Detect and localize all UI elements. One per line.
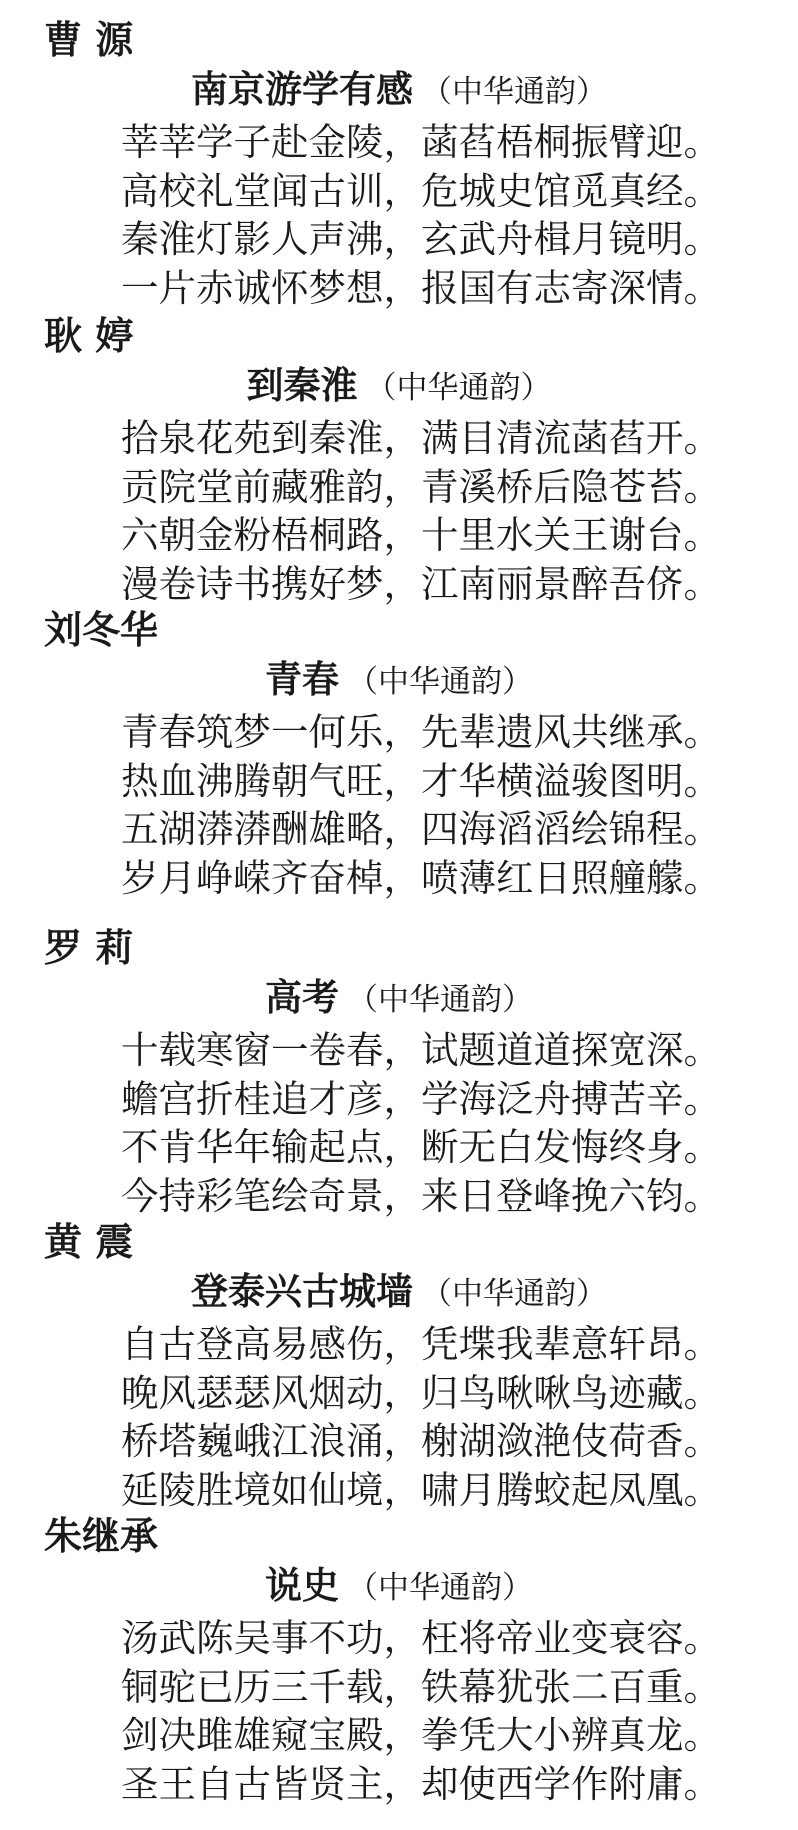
poem-line: 自古登高易感伤，凭堞我辈意轩昂。	[121, 1322, 721, 1366]
poem-title: 到秦淮	[246, 364, 358, 407]
poem-line: 十载寒窗一卷春，试题道道探宽深。	[121, 1028, 721, 1072]
poem-form-note: （中华通韵）	[347, 1570, 533, 1606]
poem-lines	[121, 708, 721, 902]
poem-lines	[121, 414, 721, 608]
poem-line: 高校礼堂闻古训，危城史馆觅真经。	[121, 168, 721, 213]
poem-title-row	[0, 360, 798, 419]
poem-line: 不肯华年输起点，断无白发悔终身。	[121, 1125, 721, 1169]
poem-title: 说史	[265, 1564, 339, 1607]
poem-line: 青春筑梦一何乐，先辈遗风共继承。	[121, 710, 721, 754]
poem-line: 拾泉花苑到秦淮，满目清流菡萏开。	[121, 416, 721, 460]
poem-line: 汤武陈吴事不功，枉将帝业变衰容。	[121, 1616, 721, 1660]
poem-lines	[121, 118, 721, 312]
poem-line: 铜驼已历三千载，铁幕犹张二百重。	[121, 1664, 721, 1709]
poem-form-note: （中华通韵）	[421, 74, 607, 110]
poem-line: 一片赤诚怀梦想，报国有志寄深情。	[121, 265, 721, 310]
poem-form-note: （中华通韵）	[365, 370, 552, 406]
poem-author: 耿 婷	[44, 314, 134, 358]
poem-line: 桥塔巍峨江浪涌，榭湖潋滟伎荷香。	[121, 1419, 721, 1463]
poem-title-row	[0, 972, 798, 1031]
poem-title: 高考	[265, 976, 339, 1019]
poem-author: 刘冬华	[44, 608, 159, 652]
poem-line: 热血沸腾朝气旺，才华横溢骏图明。	[121, 758, 721, 803]
poem-author: 罗 莉	[44, 926, 134, 970]
poem-lines	[121, 1026, 721, 1220]
poem-title-row	[0, 1560, 798, 1619]
poem-author: 朱继承	[44, 1514, 159, 1558]
poem-form-note: （中华通韵）	[421, 1276, 607, 1312]
poem-author: 黄 震	[44, 1220, 134, 1264]
poem-line: 漫卷诗书携好梦，江南丽景醉吾侪。	[121, 561, 721, 606]
poem-line: 延陵胜境如仙境，啸月腾蛟起凤凰。	[121, 1467, 721, 1512]
poem-line: 圣王自古皆贤主，却使西学作附庸。	[121, 1761, 721, 1806]
poem-line: 贡院堂前藏雅韵，青溪桥后隐苍苔。	[121, 464, 721, 509]
poem-title: 南京游学有感	[191, 68, 413, 111]
poem-line: 六朝金粉梧桐路，十里水关王谢台。	[121, 513, 721, 557]
poem-line: 秦淮灯影人声沸，玄武舟楫月镜明。	[121, 217, 721, 261]
poem-lines	[121, 1320, 721, 1514]
poem-form-note: （中华通韵）	[347, 982, 533, 1018]
poem-form-note: （中华通韵）	[347, 664, 533, 700]
poem-lines	[121, 1614, 721, 1808]
poem-title-row	[0, 64, 798, 123]
poem-line: 蟾宫折桂追才彦，学海泛舟搏苦辛。	[121, 1076, 721, 1121]
poem-title-row	[0, 1266, 798, 1325]
poem-title: 登泰兴古城墙	[191, 1270, 413, 1313]
poem-line: 莘莘学子赴金陵，菡萏梧桐振臂迎。	[121, 120, 721, 164]
poem-line: 剑决雎雄窥宝殿，拳凭大小辨真龙。	[121, 1713, 721, 1757]
poem-author: 曹 源	[44, 18, 134, 62]
poem-title-row	[0, 654, 798, 713]
poem-title: 青春	[265, 658, 339, 701]
poem-line: 岁月峥嵘齐奋棹，喷薄红日照艟艨。	[121, 855, 721, 900]
poem-line: 今持彩笔绘奇景，来日登峰挽六钧。	[121, 1173, 721, 1218]
poem-line: 晚风瑟瑟风烟动，归鸟啾啾鸟迹藏。	[121, 1370, 721, 1415]
poem-line: 五湖漭漭酬雄略，四海滔滔绘锦程。	[121, 807, 721, 851]
